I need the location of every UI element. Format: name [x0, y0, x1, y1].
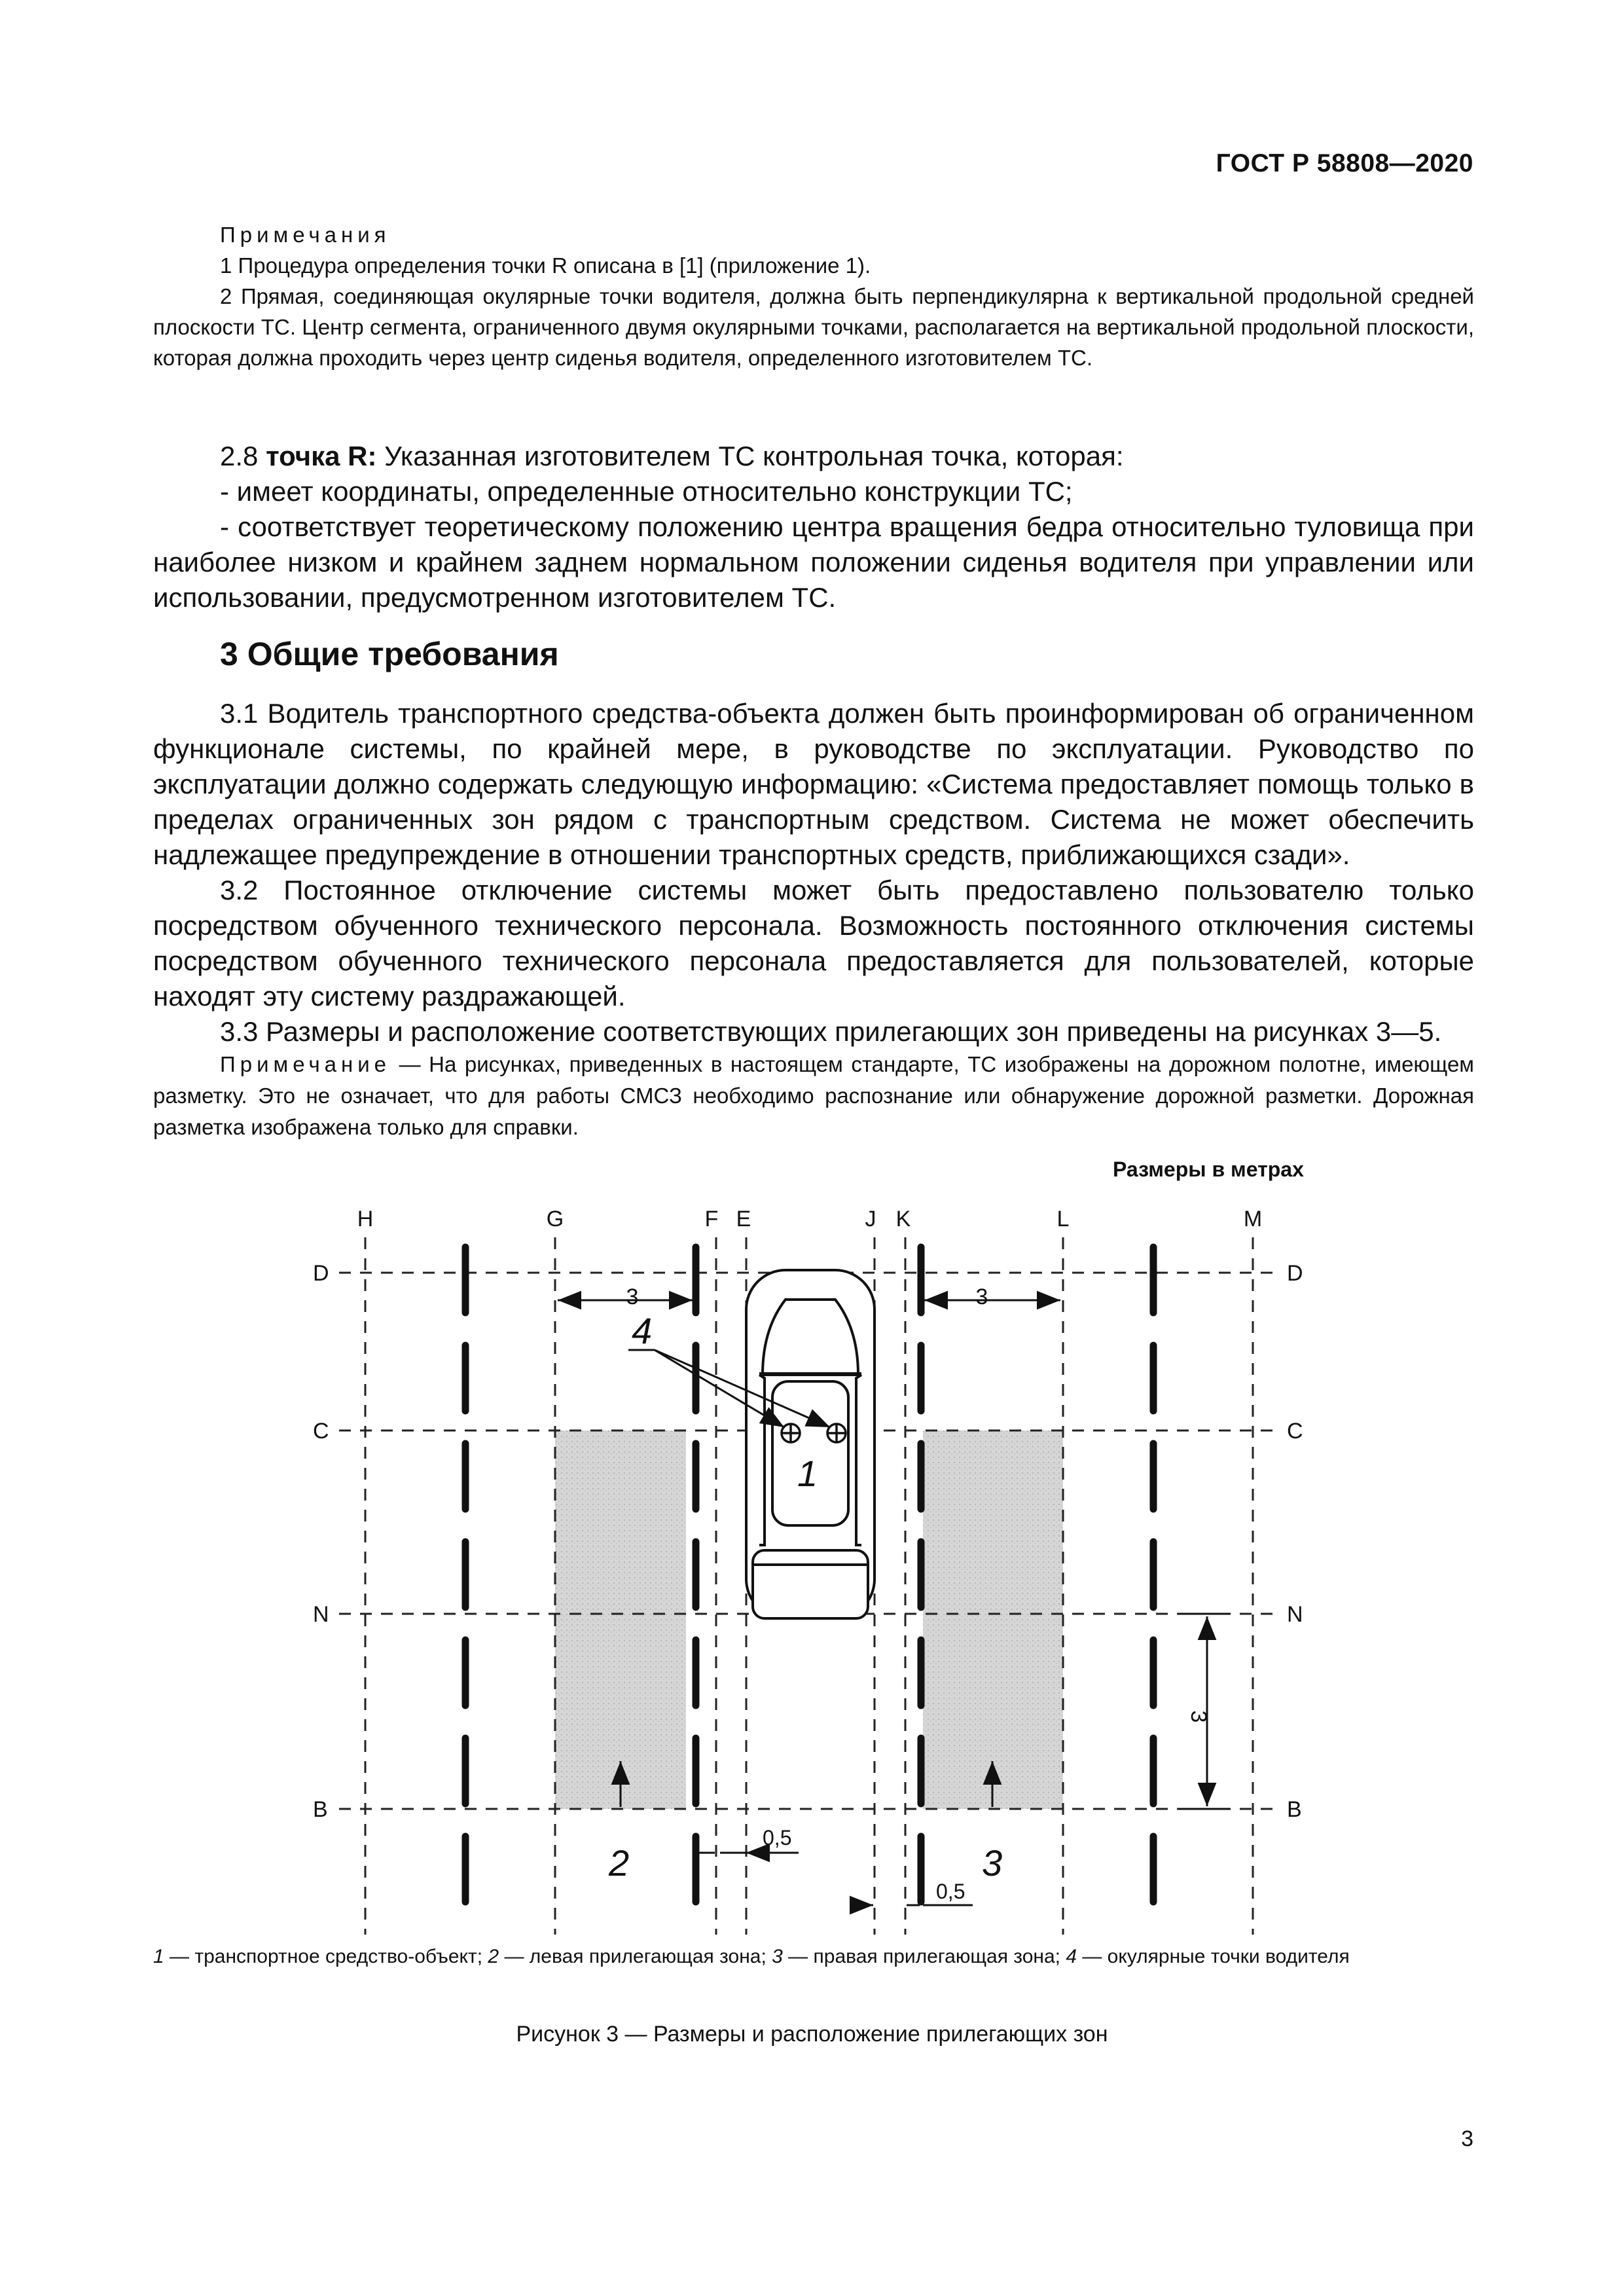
section-title: 3 Общие требования	[220, 636, 559, 672]
dim-right-width: 3	[975, 1285, 988, 1309]
definition-bullet-2: - соответствует теоретическому положению центра вращения бедра относительно туловища при наиболее низком и крайнем заднем нормальном положении сиденья водителя при управлении или использовании, предусмотренном изготовителем ТС.	[153, 511, 1474, 613]
row-label-b-right: B	[1287, 1797, 1302, 1822]
callout-1: 1	[797, 1453, 818, 1494]
document-header: ГОСТ Р 58808—2020	[1216, 149, 1473, 177]
definition-number: 2.8	[220, 441, 259, 471]
callout-2: 2	[609, 1842, 630, 1884]
note-item-2: 2 Прямая, соединяющая окулярные точки водителя, должна быть перпендикулярна к вертикальной продольной средней плоскости ТС. Центр сегмента, ограниченного двумя окулярными точками, располагается на вертикальной продольной плоскости, которая должна проходить через центр сиденья водителя, определенного изготовителем ТС.	[153, 284, 1474, 370]
right-adjacent-zone	[923, 1430, 1063, 1809]
callout-3: 3	[982, 1842, 1003, 1884]
column-label-g: G	[546, 1207, 564, 1231]
definition-text: Указанная изготовителем ТС контрольная точка, которая:	[384, 441, 1124, 471]
figure-legend	[153, 1946, 1474, 1968]
legend-num-2: 2	[488, 1946, 499, 1967]
paragraph-3-1: 3.1 Водитель транспортного средства-объекта должен быть проинформирован об ограниченном функционале системы, по крайней мере, в руководстве по эксплуатации. Руководство по эксплуатации должно содержать следующую информацию: «Система предоставляет помощь только в пределах ограниченных зон рядом с транспортным средством. Система не может обеспечить надлежащее предупреждение в отношении транспортных средств, приближающихся сзади».	[153, 698, 1474, 870]
note-item-1: 1 Процедура определения точки R описана в [1] (приложение 1).	[220, 253, 871, 278]
row-label-d-left: D	[313, 1261, 329, 1286]
legend-num-3: 3	[772, 1946, 783, 1967]
row-label-b-left: B	[313, 1797, 328, 1822]
dim-gap-right: 0,5	[936, 1880, 965, 1903]
figure-note-label: Примечание	[220, 1052, 391, 1076]
dim-gap-left: 0,5	[763, 1826, 792, 1850]
figure-caption: Рисунок 3 — Размеры и расположение прилегающих зон	[516, 2022, 1108, 2047]
legend-num-1: 1	[153, 1946, 164, 1967]
row-label-c-right: C	[1287, 1419, 1303, 1444]
dim-left-width: 3	[626, 1285, 639, 1309]
page-number: 3	[1461, 2126, 1473, 2151]
column-label-m: M	[1243, 1207, 1263, 1231]
notes-title: Примечания	[220, 223, 391, 247]
legend-text-3: — правая прилегающая зона;	[782, 1946, 1066, 1967]
figure-note-text: — На рисунках, приведенных в настоящем стандарте, ТС изображены на дорожном полотне, имеющем разметку. Это не означает, что для работы СМСЗ необходимо распознание или обнаружение дорожной разметки. Дорожная разметка изображена только для справки.	[153, 1052, 1474, 1139]
legend-text-2: — левая прилегающая зона;	[499, 1946, 772, 1967]
dim-height: 3	[1186, 1710, 1211, 1723]
legend-text-4: — окулярные точки водителя	[1077, 1946, 1350, 1967]
left-adjacent-zone	[555, 1430, 686, 1809]
column-label-k: K	[895, 1207, 911, 1231]
column-label-j: J	[865, 1207, 876, 1231]
column-label-l: L	[1056, 1207, 1070, 1231]
row-label-n-right: N	[1287, 1602, 1303, 1627]
legend-text-1: — транспортное средство-объект;	[164, 1946, 488, 1967]
row-label-d-right: D	[1287, 1261, 1303, 1286]
column-label-f: F	[704, 1207, 719, 1231]
paragraph-3-3: 3.3 Размеры и расположение соответствующих прилегающих зон приведены на рисунках 3—5.	[220, 1016, 1442, 1047]
column-label-e: E	[736, 1207, 751, 1231]
paragraph-3-2: 3.2 Постоянное отключение системы может быть предоставлено пользователю только посредством обученного технического персонала. Возможность постоянного отключения системы посредством обученного технического персонала предоставляется для пользователей, которые находят эту систему раздражающей.	[153, 875, 1474, 1011]
column-labels	[357, 1207, 1262, 1231]
row-label-c-left: C	[313, 1419, 329, 1444]
column-label-h: H	[357, 1207, 374, 1231]
definition-term: точка R:	[266, 441, 377, 471]
subject-vehicle	[746, 1270, 875, 1618]
units-label: Размеры в метрах	[1113, 1157, 1304, 1181]
legend-num-4: 4	[1066, 1946, 1077, 1967]
callout-4: 4	[632, 1310, 653, 1351]
row-label-n-left: N	[313, 1602, 329, 1627]
definition-bullet-1: - имеет координаты, определенные относительно конструкции ТС;	[220, 476, 1073, 507]
